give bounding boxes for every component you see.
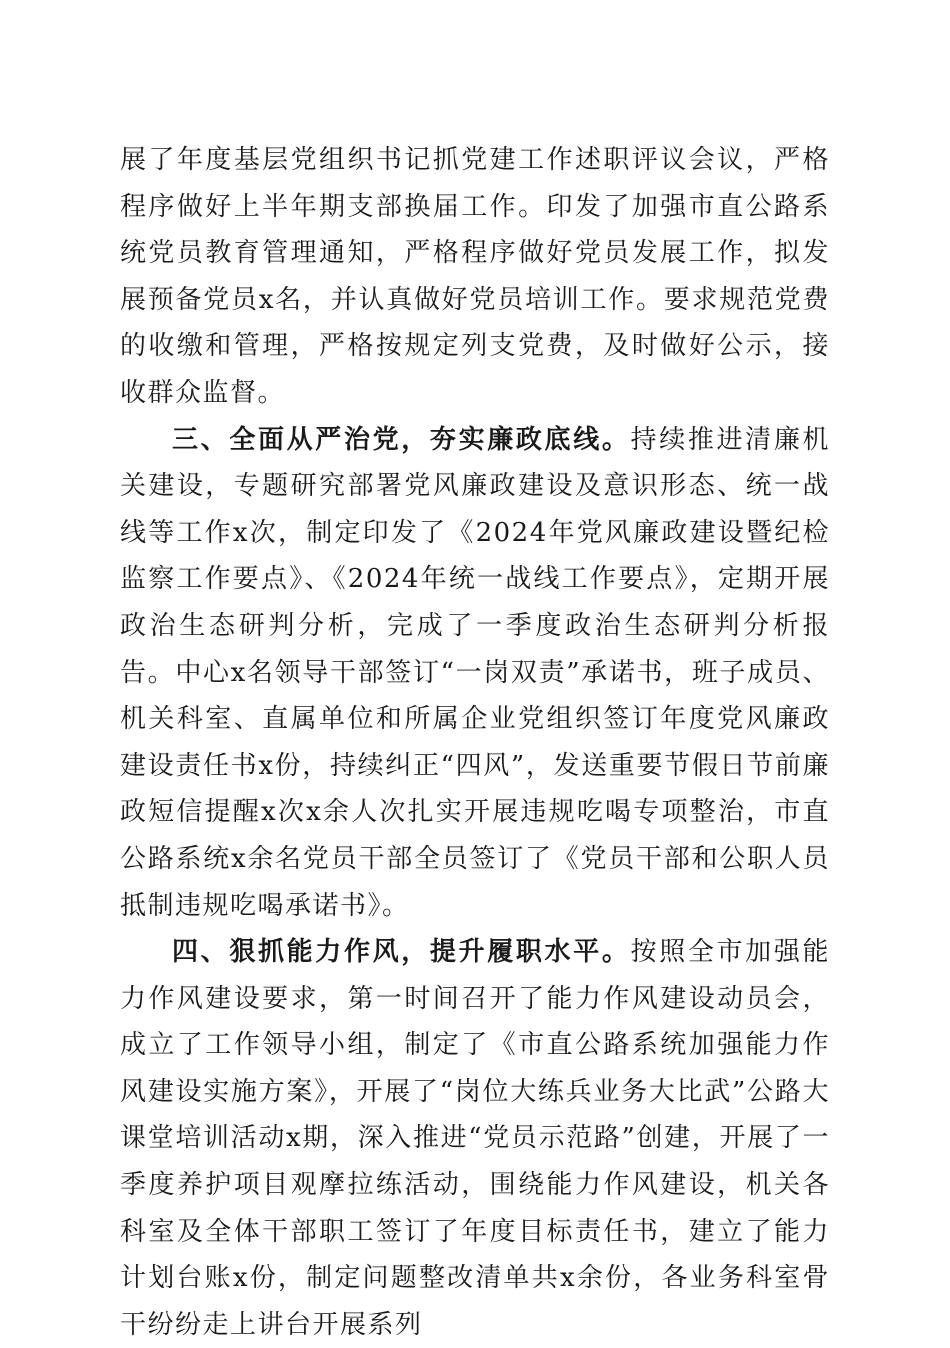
paragraph-party-building-continued — [120, 137, 830, 417]
paragraph-body: 展了年度基层党组织书记抓党建工作述职评议会议，严格程序做好上半年期支部换届工作。印发了加强市直公路系统党员教育管理通知，严格程序做好党员发展工作，拟发展预备党员x名，并认真做好党员培训工作。要求规范党费的收缴和管理，严格按规定列支党费，及时做好公示，接收群众监督。 — [120, 145, 830, 408]
section-heading-three: 三、全面从严治党，夯实廉政底线。 — [172, 424, 631, 455]
paragraph-body: 按照全市加强能力作风建设要求，第一时间召开了能力作风建设动员会，成立了工作领导小组，制定了《市直公路系统加强能力作风建设实施方案》，开展了“岗位大练兵业务大比武”公路大课堂培训活动x期，深入推进“党员示范路”创建，开展了一季度养护项目观摩拉练活动，围绕能力作风建设，机关各科室及全体干部职工签订了年度目标责任书，建立了能力计划台账x份，制定问题整改清单共x余份，各业务科室骨干纷纷走上讲台开展系列 — [120, 937, 830, 1340]
section-heading-four: 四、狠抓能力作风，提升履职水平。 — [172, 937, 631, 968]
paragraph-body: 持续推进清廉机关建设，专题研究部署党风廉政建设及意识形态、统一战线等工作x次，制定印发了《2024年党风廉政建设暨纪检监察工作要点》、《2024年统一战线工作要点》，定期开展政治生态研判分析，完成了一季度政治生态研判分析报告。中心x名领导干部签订“一岗双责”承诺书，班子成员、机关科室、直属单位和所属企业党组织签订年度党风廉政建设责任书x份，持续纠正“四风”，发送重要节假日节前廉政短信提醒x次x余人次扎实开展违规吃喝专项整治，市直公路系统x余名党员干部全员签订了《党员干部和公职人员抵制违规吃喝承诺书》。 — [120, 424, 830, 921]
paragraph-section-four — [120, 929, 830, 1348]
document-body — [120, 137, 830, 1348]
paragraph-section-three — [120, 417, 830, 930]
